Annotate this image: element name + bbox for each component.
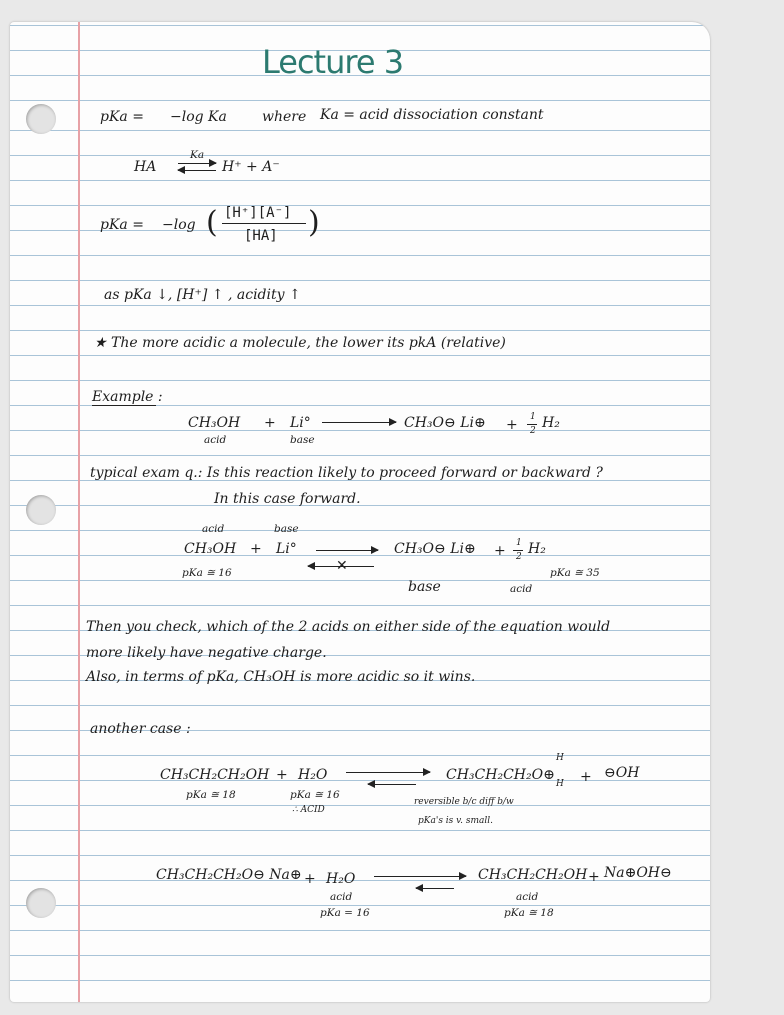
explanation-line3: Also, in terms of pKa, CH₃OH is more acidic so it wins.	[86, 669, 476, 685]
case3-plus1: +	[304, 871, 316, 887]
rxn2-plus1: +	[250, 541, 262, 557]
rxn2-reactant2: Li°	[276, 541, 297, 557]
case3-r1: CH₃CH₂CH₂O⊖ Na⊕	[156, 867, 302, 883]
case2-forward-arrow	[346, 772, 430, 773]
ka-definition: Ka = acid dissociation constant	[320, 107, 544, 123]
rxn2-forward-arrow	[316, 550, 378, 551]
case3-p1: CH₃CH₂CH₂OH	[478, 867, 588, 883]
margin-line	[78, 22, 80, 1002]
eq-forward-arrow	[178, 163, 216, 164]
case3-r2: H₂O	[326, 871, 356, 887]
exam-question: typical exam q.: Is this reaction likely to proceed forward or backward ?	[90, 465, 603, 481]
rxn2-product1: CH₃O⊖ Li⊕	[394, 541, 476, 557]
rxn2-pka-left: pKa ≅ 16	[182, 567, 232, 579]
case3-p1-pka: pKa ≅ 18	[504, 907, 554, 919]
case2-p2: ⊖OH	[604, 765, 640, 781]
notebook-page	[10, 22, 710, 1002]
ex-plus2: +	[506, 417, 518, 433]
explanation-line1: Then you check, which of the 2 acids on either side of the equation would	[86, 619, 611, 635]
pka-rhs: −log Ka	[170, 109, 227, 125]
ex-product2: H₂	[542, 415, 560, 431]
formula-neg-log: −log	[162, 217, 196, 233]
rxn2-frac-bar	[513, 550, 523, 551]
starred-note: ★ The more acidic a molecule, the lower its pkA (relative)	[94, 335, 506, 351]
case2-p1: CH₃CH₂CH₂O⊕	[446, 767, 555, 783]
binder-hole-bottom	[26, 888, 56, 918]
eq-reactant: HA	[134, 159, 157, 175]
formula-fraction-bar	[222, 223, 306, 224]
ex-frac-bar	[527, 424, 537, 425]
case3-forward-arrow	[374, 876, 466, 877]
page-title: Lecture 3	[262, 43, 404, 81]
case2-pka-r1: pKa ≅ 18	[186, 789, 236, 801]
formula-numerator: [H⁺][A⁻]	[224, 205, 292, 221]
case3-r2-pka: pKa = 16	[320, 907, 370, 919]
case3-p1-sub: acid	[516, 891, 539, 903]
case2-acid-label: ∴ ACID	[292, 805, 325, 815]
case2-plus1: +	[276, 767, 288, 783]
case3-r2-sub: acid	[330, 891, 353, 903]
rxn2-plus2: +	[494, 543, 506, 559]
formula-close-paren: )	[308, 205, 320, 240]
eq-products: H⁺ + A⁻	[222, 159, 280, 175]
ex-reactant1: CH₃OH	[188, 415, 241, 431]
rxn2-frac-den: 2	[516, 552, 522, 562]
formula-open-paren: (	[206, 205, 218, 240]
case2-pka-r2: pKa ≅ 16	[290, 789, 340, 801]
example-underline	[92, 405, 156, 406]
rxn2-label-acid: acid	[202, 523, 225, 535]
where-word: where	[262, 109, 307, 125]
case2-r1: CH₃CH₂CH₂OH	[160, 767, 270, 783]
case2-reversible-line1: reversible b/c diff b/w	[414, 797, 514, 807]
rxn2-pka-right: pKa ≅ 35	[550, 567, 600, 579]
example-label: Example :	[92, 389, 163, 405]
case3-reverse-arrow	[416, 888, 454, 889]
rxn2-product2: H₂	[528, 541, 546, 557]
exam-answer: In this case forward.	[214, 491, 361, 507]
case2-r2: H₂O	[298, 767, 328, 783]
rxn2-label-acid-bottom: acid	[510, 583, 533, 595]
rxn2-cross-mark: ✕	[336, 558, 348, 574]
ex-plus1: +	[264, 415, 276, 431]
eq-arrow-label: Ka	[190, 149, 205, 161]
rxn2-label-base-top: base	[274, 523, 299, 535]
case2-plus2: +	[580, 769, 592, 785]
case2-p1-h-bottom: H	[556, 779, 564, 789]
binder-hole-top	[26, 104, 56, 134]
formula-denominator: [HA]	[244, 228, 278, 244]
eq-reverse-arrow	[178, 170, 216, 171]
case2-p1-h-top: H	[556, 753, 564, 763]
formula-lhs: pKa =	[100, 217, 144, 233]
pka-lhs: pKa =	[100, 109, 144, 125]
ex-reactant2-sub: base	[290, 434, 315, 446]
ex-frac-den: 2	[530, 426, 536, 436]
binder-hole-middle	[26, 495, 56, 525]
case2-reversible-line2: pKa's is v. small.	[418, 816, 494, 826]
ex-reactant1-sub: acid	[204, 434, 227, 446]
ex-arrow	[322, 422, 396, 423]
case3-p2: Na⊕OH⊖	[604, 865, 672, 881]
ex-frac-num: 1	[530, 412, 536, 422]
ex-reactant2: Li°	[290, 415, 311, 431]
case2-label: another case :	[90, 721, 191, 737]
explanation-line2: more likely have negative charge.	[86, 645, 327, 661]
trend-statement: as pKa ↓, [H⁺] ↑ , acidity ↑	[104, 287, 301, 303]
rxn2-reactant1: CH₃OH	[184, 541, 237, 557]
rxn2-frac-num: 1	[516, 538, 522, 548]
rxn2-label-base-bottom: base	[408, 579, 441, 595]
ex-product1: CH₃O⊖ Li⊕	[404, 415, 486, 431]
case2-reverse-arrow	[368, 784, 416, 785]
case3-plus2: +	[588, 869, 600, 885]
